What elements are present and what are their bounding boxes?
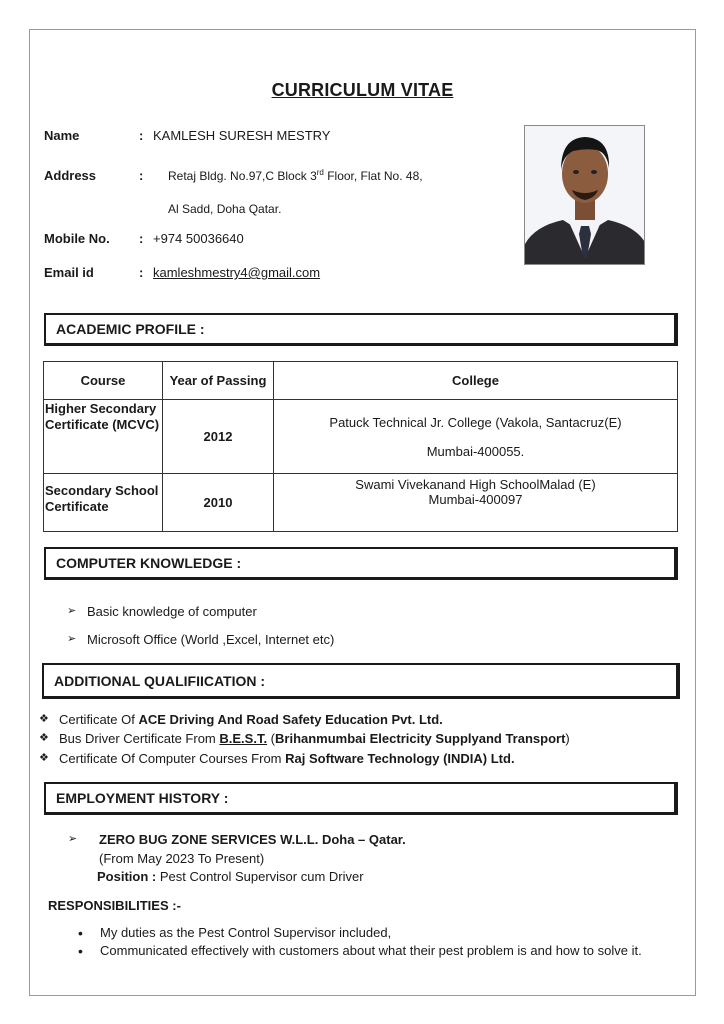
page-title: CURRICULUM VITAE: [271, 80, 454, 100]
cv-page: CURRICULUM VITAE Name : KAMLESH SURESH MESTRY Address : Retaj Bldg. No.97,C Block 3rd Floor, Flat No. 48, Al Sadd, Doha Qatar. Mobile No. : +974 50036640 Email id : kamleshmestry4@gmail.com ACADEMIC PROFILE : Course Year of Passing College Higher Secondary Certificate (MCVC) 2012 Patuck Technical Jr. College (Vakola, Santacruz(E) Mumbai-400055. Secondary School Certificate 2010 Swami Vivekanand High SchoolMalad (E) Mumbai-400097 COMPUTER KNOWLEDGE : ➢ Basic knowledge of computer ➢ Microsoft Office (World ,Excel, Internet etc) ADDITIONAL QUALIFIICATION : ❖ Certificate Of ACE Driving And Road Safety Education Pvt. Ltd. ❖ Bus Driver Certificate From B.E.S.T. (Brihanmumbai Electricity Supplyand Transport) ❖ Certificate Of Computer Courses From Raj Software Technology (INDIA) Ltd. EMPLOYMENT HISTORY : ➢ ZERO BUG ZONE SERVICES W.L.L. Doha – Qatar. (From May 2023 To Present) Position : Pest Control Supervisor cum Driver RESPONSIBILITIES :- • My duties as the Pest Control Supervisor included, • Communicated effectively with customers about what their pest problem is and how to solve it.: [29, 29, 696, 996]
profile-photo: [524, 125, 645, 265]
arrow-bullet-icon: ➢: [68, 833, 78, 845]
dot-bullet-icon: •: [78, 943, 83, 959]
year-cell: 2012: [163, 400, 274, 474]
colon: :: [139, 265, 144, 280]
employment-period: (From May 2023 To Present): [99, 851, 265, 866]
arrow-bullet-icon: ➢: [67, 605, 77, 617]
course-cell: Secondary School Certificate: [44, 474, 163, 532]
position: Position : Pest Control Supervisor cum Driver: [97, 869, 364, 884]
table-row: [44, 474, 678, 532]
mobile-value: +974 50036640: [153, 231, 244, 246]
colon: :: [139, 128, 144, 143]
address-label: Address: [44, 168, 97, 183]
table-row: [44, 400, 678, 474]
address-line1: Retaj Bldg. No.97,C Block 3rd Floor, Flat No. 48,: [168, 168, 423, 183]
responsibilities-list: [78, 925, 648, 961]
column-header-year: Year of Passing: [163, 362, 274, 400]
additional-qualification-heading: ADDITIONAL QUALIFIICATION :: [42, 663, 680, 699]
table-header-row: [44, 362, 678, 400]
course-cell: Higher Secondary Certificate (MCVC): [44, 400, 163, 474]
employment-history-heading: EMPLOYMENT HISTORY :: [44, 782, 678, 815]
college-name: Swami Vivekanand High SchoolMalad (E): [355, 477, 596, 492]
responsibilities-heading: RESPONSIBILITIES :-: [48, 898, 181, 913]
dot-bullet-icon: •: [78, 925, 83, 941]
list-item: • My duties as the Pest Control Supervisor included,: [78, 925, 392, 941]
colon: :: [139, 168, 144, 183]
diamond-bullet-icon: ❖: [39, 713, 49, 725]
college-city: Mumbai-400055.: [426, 443, 525, 459]
arrow-bullet-icon: ➢: [67, 633, 77, 645]
college-city: Mumbai-400097: [428, 492, 523, 507]
year-cell: 2010: [163, 474, 274, 532]
college-cell: [274, 400, 678, 474]
name-value: KAMLESH SURESH MESTRY: [153, 128, 331, 143]
email-link[interactable]: kamleshmestry4@gmail.com: [153, 265, 321, 280]
mobile-label: Mobile No.: [44, 231, 110, 246]
diamond-bullet-icon: ❖: [39, 732, 49, 744]
address-line2: Al Sadd, Doha Qatar.: [168, 202, 282, 216]
list-item: • Communicated effectively with customers about what their pest problem is and how to solve it.: [78, 943, 642, 959]
email-label: Email id: [44, 265, 94, 280]
colon: :: [139, 231, 144, 246]
academic-profile-heading: ACADEMIC PROFILE :: [44, 313, 678, 346]
column-header-college: College: [274, 362, 678, 400]
academic-table: [43, 361, 678, 532]
name-label: Name: [44, 128, 80, 143]
computer-knowledge-heading: COMPUTER KNOWLEDGE :: [44, 547, 678, 580]
college-cell: [274, 474, 678, 532]
column-header-course: Course: [44, 362, 163, 400]
company-name: ZERO BUG ZONE SERVICES W.L.L. Doha – Qatar.: [99, 832, 406, 847]
college-name: Patuck Technical Jr. College (Vakola, Santacruz(E): [329, 414, 622, 430]
diamond-bullet-icon: ❖: [39, 752, 49, 764]
